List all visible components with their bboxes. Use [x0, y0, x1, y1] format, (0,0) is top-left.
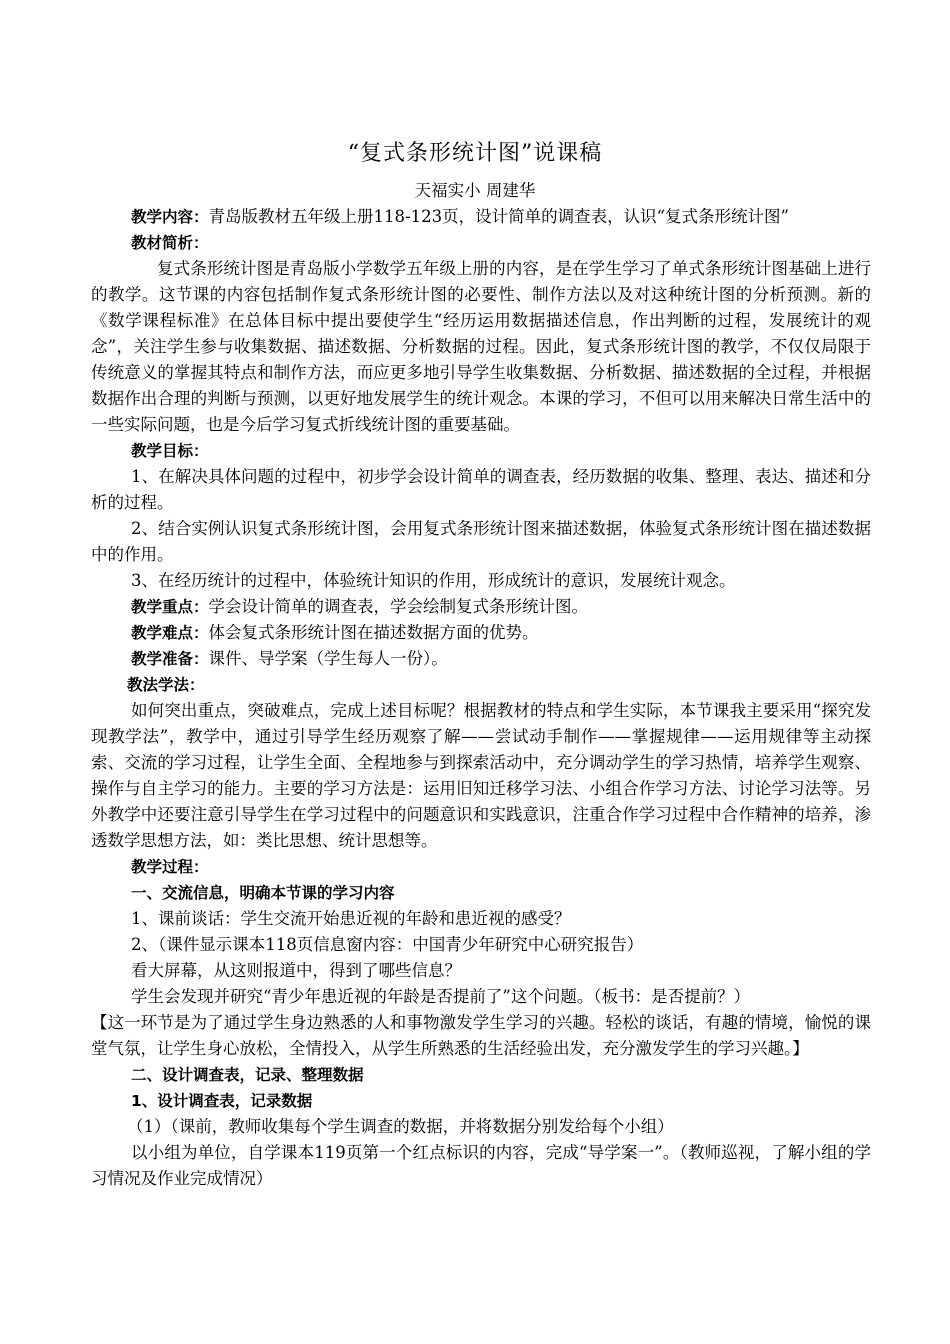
section-2-line-2: 以小组为单位，自学课本119页第一个红点标识的内容，完成“导学案一”。（教师巡视，了解小组的学习情况及作业完成情况）: [91, 1143, 871, 1188]
content-label: 教学内容：: [131, 208, 209, 226]
content-text: 青岛版教材五年级上册118-123页，设计简单的调查表，认识“复式条形统计图”: [208, 207, 789, 226]
methods-heading: 教法学法：: [127, 676, 205, 694]
preparation: 教学准备：课件、导学案（学生每人一份）。: [131, 649, 448, 668]
section-1-line-4: 学生会发现并研究“青少年患近视的年龄是否提前了”这个问题。（板书：是否提前？）: [131, 987, 751, 1006]
section-1-line-2: 2、（课件显示课本118页信息窗内容：中国青少年研究中心研究报告）: [131, 935, 644, 954]
section-1-line-3: 看大屏幕，从这则报道中，得到了哪些信息？: [131, 961, 461, 980]
section-1-heading: 一、交流信息，明确本节课的学习内容: [131, 884, 395, 902]
textbook-paragraph: 复式条形统计图是青岛版小学数学五年级上册的内容，是在学生学习了单式条形统计图基础上进行的教学。这节课的内容包括制作复式条形统计图的必要性、制作方法以及对这种统计图的分析预测。新的《数学课程标准》在总体目标中提出要使学生“经历运用数据描述信息，作出判断的过程，发展统计的观念”，关注学生参与收集数据、描述数据、分析数据的过程。因此，复式条形统计图的教学，不仅仅局限于传统意义的掌握其特点和制作方法，而应更多地引导学生收集数据、分析数据、描述数据的全过程，并根据数据作出合理的判断与预测，以更好地发展学生的统计观念。本课的学习，不但可以用来解决日常生活中的一些实际问题，也是今后学习复式折线统计图的重要基础。: [91, 259, 871, 434]
section-2-line-1: （1）（课前，教师收集每个学生调查的数据，并将数据分别发给每个小组）: [127, 1117, 674, 1136]
key-point: 教学重点：学会设计简单的调查表，学会绘制复式条形统计图。: [131, 597, 589, 616]
section-2-heading: 二、设计调查表，记录、整理数据: [131, 1066, 364, 1084]
document-body: [91, 204, 871, 1192]
goal-item-2: 2、结合实例认识复式条形统计图，会用复式条形统计图来描述数据，体验复式条形统计图在描述数据中的作用。: [91, 519, 871, 564]
section-1-line-1: 1、课前谈话：学生交流开始患近视的年龄和患近视的感受？: [131, 909, 571, 928]
section-2-subheading: 1、设计调查表，记录数据: [131, 1092, 313, 1110]
textbook-heading: 教材简析：: [131, 234, 209, 252]
content-paragraph: [91, 204, 871, 230]
section-1-note: 【这一环节是为了通过学生身边熟悉的人和事物激发学生学习的兴趣。轻松的谈话，有趣的情境，愉悦的课堂气氛，让学生身心放松，全情投入，从学生所熟悉的生活经验出发，充分激发学生的学习兴趣。】: [91, 1013, 871, 1058]
goal-item-1: 1、在解决具体问题的过程中，初步学会设计简单的调查表，经历数据的收集、整理、表达、描述和分析的过程。: [91, 467, 871, 512]
goals-heading: 教学目标：: [131, 442, 209, 460]
process-heading: 教学过程：: [131, 858, 209, 876]
methods-paragraph: 如何突出重点，突破难点，完成上述目标呢？根据教材的特点和学生实际，本节课我主要采用“探究发现教学法”，教学中，通过引导学生经历观察了解——尝试动手制作——掌握规律——运用规律等主动探索、交流的学习过程，让学生全面、全程地参与到探索活动中，充分调动学生的学习热情，培养学生观察、操作与自主学习的能力。主要的学习方法是：运用旧知迁移学习法、小组合作学习方法、讨论学习法等。另外教学中还要注意引导学生在学习过程中的问题意识和实践意识，注重合作学习过程中合作精神的培养，渗透数学思想方法，如：类比思想、统计思想等。: [91, 701, 871, 850]
difficulty: 教学难点：体会复式条形统计图在描述数据方面的优势。: [131, 623, 539, 642]
author-line: 天福实小 周建华: [414, 181, 536, 200]
goal-item-3: 3、在经历统计的过程中，体验统计知识的作用，形成统计的意识，发展统计观念。: [131, 571, 736, 590]
page-title: “复式条形统计图”说课稿: [347, 141, 603, 166]
